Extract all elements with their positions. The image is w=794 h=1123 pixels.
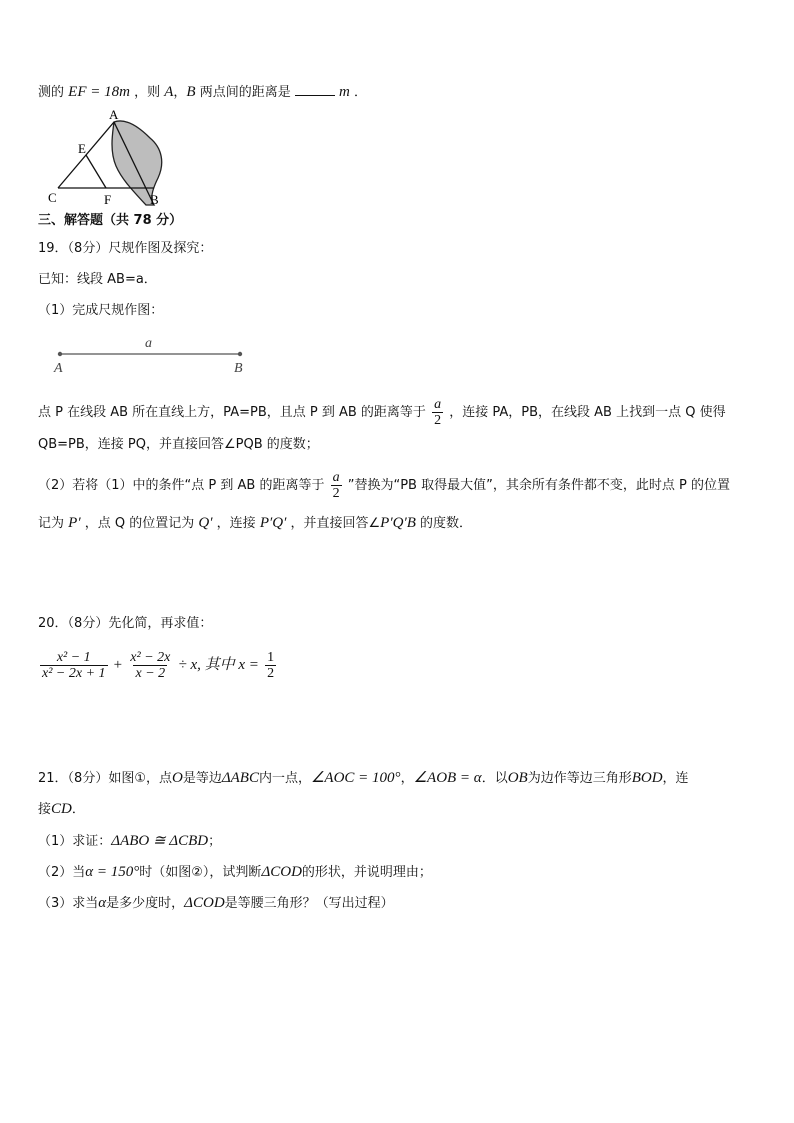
q21-text: 的形状，并说明理由； [301, 865, 432, 880]
q21-part3 [38, 894, 394, 913]
q21-line2 [38, 800, 85, 819]
angle-p-prime-q-prime-b: P′Q′B [380, 515, 416, 531]
q19-text: ，连接 [216, 516, 256, 531]
fraction-numerator: 1 [267, 650, 275, 665]
q19-text: ”替换为“PB 取得最大值”，其余所有条件都不变，此时点 P 的位置 [347, 478, 730, 493]
q21-text: ； [208, 834, 222, 849]
q19-text: ，点 Q 的位置记为 [84, 516, 195, 531]
fraction-numerator: x² − 2x [130, 650, 171, 665]
alpha-150: α = 150° [85, 864, 140, 880]
q19-heading: 19．（8分）尺规作图及探究： [38, 241, 213, 256]
segment-ef [86, 155, 106, 188]
q19-text: ，并直接回答∠ [290, 516, 381, 531]
q19-text: （2）若将（1）中的条件“点 P 到 AB 的距离等于 [38, 478, 325, 493]
fraction-1 [40, 650, 108, 681]
triangle-abc: ΔABC [221, 770, 259, 786]
point-q-prime: Q′ [198, 515, 213, 531]
q19-condition-line1 [38, 397, 726, 428]
q19-part2-line2 [38, 514, 472, 533]
q21-part2 [38, 863, 432, 882]
fraction-numerator: a [332, 470, 340, 485]
point-o: O [171, 770, 183, 786]
q21-text: （1）求证： [38, 834, 112, 849]
fraction-1-over-2 [265, 650, 276, 681]
q18-text: ． [354, 85, 368, 100]
label-segment-a: a [145, 336, 152, 351]
q18-text: 两点间的距离是 [199, 85, 291, 100]
q20-heading: 20．（8分）先化简，再求值： [38, 616, 213, 631]
fraction-a-over-2 [432, 397, 443, 428]
section-title: 三、解答题（共 78 分） [38, 213, 183, 228]
q20-expression [38, 650, 278, 681]
fraction-numerator: a [434, 397, 442, 412]
answer-blank[interactable] [295, 83, 335, 96]
triangle-cod: ΔCOD [261, 864, 302, 880]
alpha-symbol: α [98, 895, 107, 911]
q18-text: ，则 [134, 85, 161, 100]
label-c: C [48, 190, 57, 205]
q18-triangle-figure [40, 108, 170, 206]
segment-ab-figure [50, 332, 255, 376]
angle-aob: ∠AOB = α [413, 770, 482, 786]
q19-text: 的度数． [420, 516, 473, 531]
q19-part2-line1 [38, 470, 730, 501]
q21-text: ，连 [662, 771, 689, 786]
label-b: B [150, 192, 159, 206]
q18-ef-expression: EF = 18m [68, 84, 130, 100]
fraction-2 [128, 650, 172, 681]
label-f: F [104, 192, 112, 206]
q21-text: （3）求当 [38, 896, 99, 911]
fraction-denominator: 2 [434, 413, 442, 428]
q19-text: ，连接 PA，PB，在线段 AB 上找到一点 Q 使得 [449, 405, 726, 420]
q21-text: 21．（8分）如图①，点 [38, 771, 172, 786]
plus-sign: + [113, 657, 123, 673]
fraction-denominator: 2 [332, 486, 340, 501]
q21-text: 接 [38, 802, 52, 817]
q19-text: 记为 [38, 516, 65, 531]
q18-text: ， [173, 85, 187, 100]
q19-text: 点 P 在线段 AB 所在直线上方，PA=PB，且点 P 到 AB 的距离等于 [38, 405, 426, 420]
q21-text: 为边作等边三角形 [527, 771, 632, 786]
label-point-b: B [234, 361, 243, 376]
segment-ob: OB [507, 770, 528, 786]
q19-part1-label: （1）完成尺规作图： [38, 303, 164, 318]
fraction-a-over-2 [331, 470, 342, 501]
q18-answer-line [38, 83, 367, 102]
triangle-bod: BOD [631, 770, 663, 786]
label-point-a: A [54, 361, 63, 376]
q21-text: 内一点， [258, 771, 311, 786]
endpoint-b [238, 352, 242, 356]
fraction-denominator: x² − 2x + 1 [42, 666, 106, 681]
fraction-denominator: x − 2 [135, 666, 166, 681]
q21-text: 时（如图②），试判断 [139, 865, 262, 880]
q21-line1 [38, 769, 689, 788]
congruence-expression: ΔABO ≅ ΔCBD [111, 833, 209, 849]
q21-part1 [38, 832, 221, 851]
q21-text: 是多少度时， [106, 896, 185, 911]
segment-p-prime-q-prime: P′Q′ [259, 515, 287, 531]
q18-point-a: A [164, 84, 174, 100]
q21-text: ．以 [481, 771, 508, 786]
label-e: E [78, 141, 86, 156]
q21-text: 是等边 [182, 771, 222, 786]
division-and-condition: ÷ x, 其中 x = [178, 657, 259, 673]
q21-text: ， [400, 771, 414, 786]
segment-cd: CD [51, 801, 72, 817]
q19-condition-line2: QB=PB，连接 PQ，并直接回答∠PQB 的度数； [38, 437, 319, 452]
q18-text: 测的 [38, 85, 65, 100]
q21-text: 是等腰三角形？（写出过程） [224, 896, 394, 911]
point-p-prime: P′ [68, 515, 81, 531]
endpoint-a [58, 352, 62, 356]
fraction-numerator: x² − 1 [56, 650, 91, 665]
q19-known: 已知：线段 AB=a． [38, 272, 157, 287]
q18-unit: m [339, 84, 350, 100]
fraction-denominator: 2 [267, 666, 275, 681]
triangle-cod: ΔCOD [184, 895, 225, 911]
angle-aoc: ∠AOC = 100° [310, 770, 401, 786]
q18-point-b: B [186, 84, 196, 100]
q21-text: ． [71, 802, 85, 817]
q21-text: （2）当 [38, 865, 86, 880]
label-a: A [109, 108, 119, 122]
